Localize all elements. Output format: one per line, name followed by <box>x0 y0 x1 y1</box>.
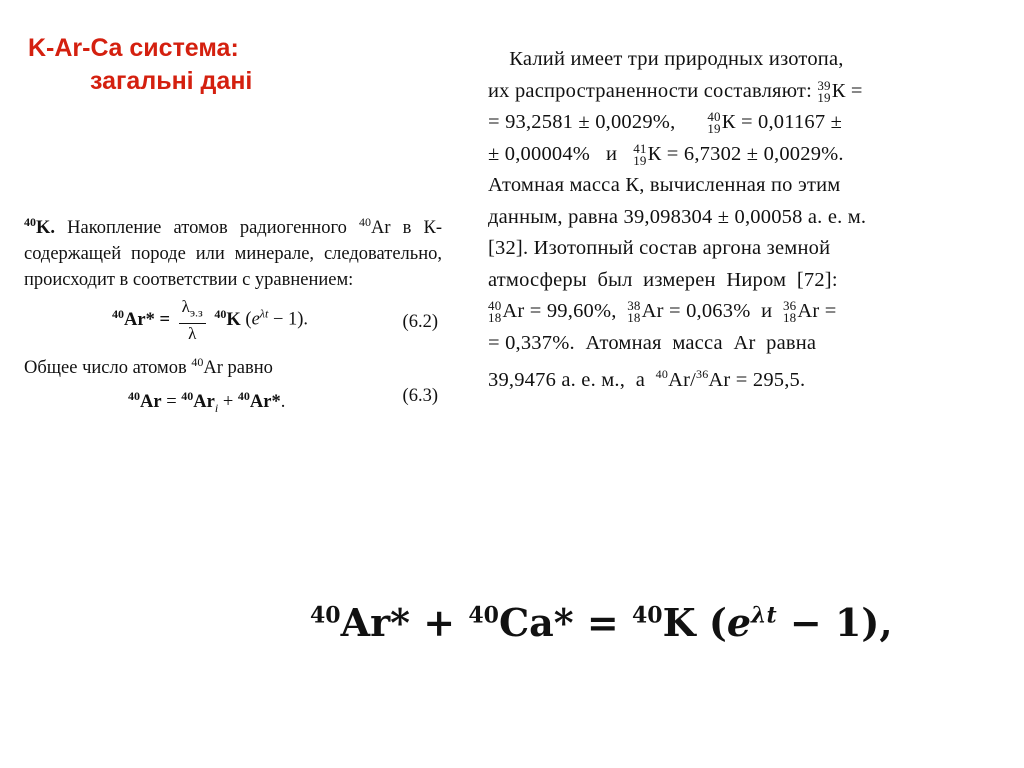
right-text-block <box>488 44 972 396</box>
text-line: ± 0,00004% и 41 19 К = 6,7302 ± 0,0029%. <box>488 140 844 168</box>
text-line: [32]. Изотопный состав аргона земной <box>488 237 831 259</box>
text-line: 40 18 Ar = 99,60%, 38 18 Ar = 0,063% и 36 18 Ar = <box>488 298 837 326</box>
equation-6-2: $^{40}$Ar* = $\frac{\lambda_{э.з}}{\lambda}$ $^{40}$K $(e^{\lambda t} - 1)$. (6.2) <box>112 297 438 343</box>
text-line: = 93,2581 ± 0,0029%, 40 19 К = 0,01167 ± <box>488 109 843 137</box>
k-ar-ca-equation: $^{40}$Ar* + $^{40}$Ca* = $^{40}$K $(e^{\lambda t} - 1)$, <box>310 600 893 645</box>
text-line: = 0,337%. Атомная масса Ar равна <box>488 331 817 354</box>
equation-number: (6.3) <box>402 386 438 407</box>
title-line-1: K-Ar-Ca система: <box>28 34 239 62</box>
text-line: данным, равна 39,098304 ± 0,00058 а. е. м. <box>488 205 867 228</box>
left-text-block <box>24 209 442 416</box>
paragraph-head: $^{40}$K. <box>24 215 56 239</box>
paragraph-accumulation <box>24 209 442 293</box>
slide-title <box>28 32 252 98</box>
text-line: атмосферы был измерен Ниром [72]: <box>488 268 838 291</box>
title-line-2: загальні дані <box>90 67 253 95</box>
text-line: Атомная масса К, вычисленная по этим <box>488 174 841 196</box>
paragraph-accumulation-text: Накопление атомов радиогенного $^{40}$Ar в К-содержащей породе или минерале, следовательно, происходит в соответствии с уравнением: <box>24 215 442 291</box>
paragraph-total: Общее число атомов $^{40}$Ar равно <box>24 355 273 379</box>
equation-6-3: $^{40}Ar = ^{40}Ar_i + ^{40}Ar*$. (6.3) <box>24 381 442 411</box>
equation-number: (6.2) <box>402 312 438 333</box>
text-line: Калий имеет три природных изотопа, <box>488 48 844 70</box>
text-line: 39,9476 а. е. м., а $^{40}$Ar/$^{36}$Ar = 295,5. <box>488 367 806 391</box>
text-line: их распространенности составляют: 39 19 К = <box>488 77 863 105</box>
lambda-fraction: $\frac{\lambda_{э.з}}{\lambda}$ <box>179 297 206 343</box>
